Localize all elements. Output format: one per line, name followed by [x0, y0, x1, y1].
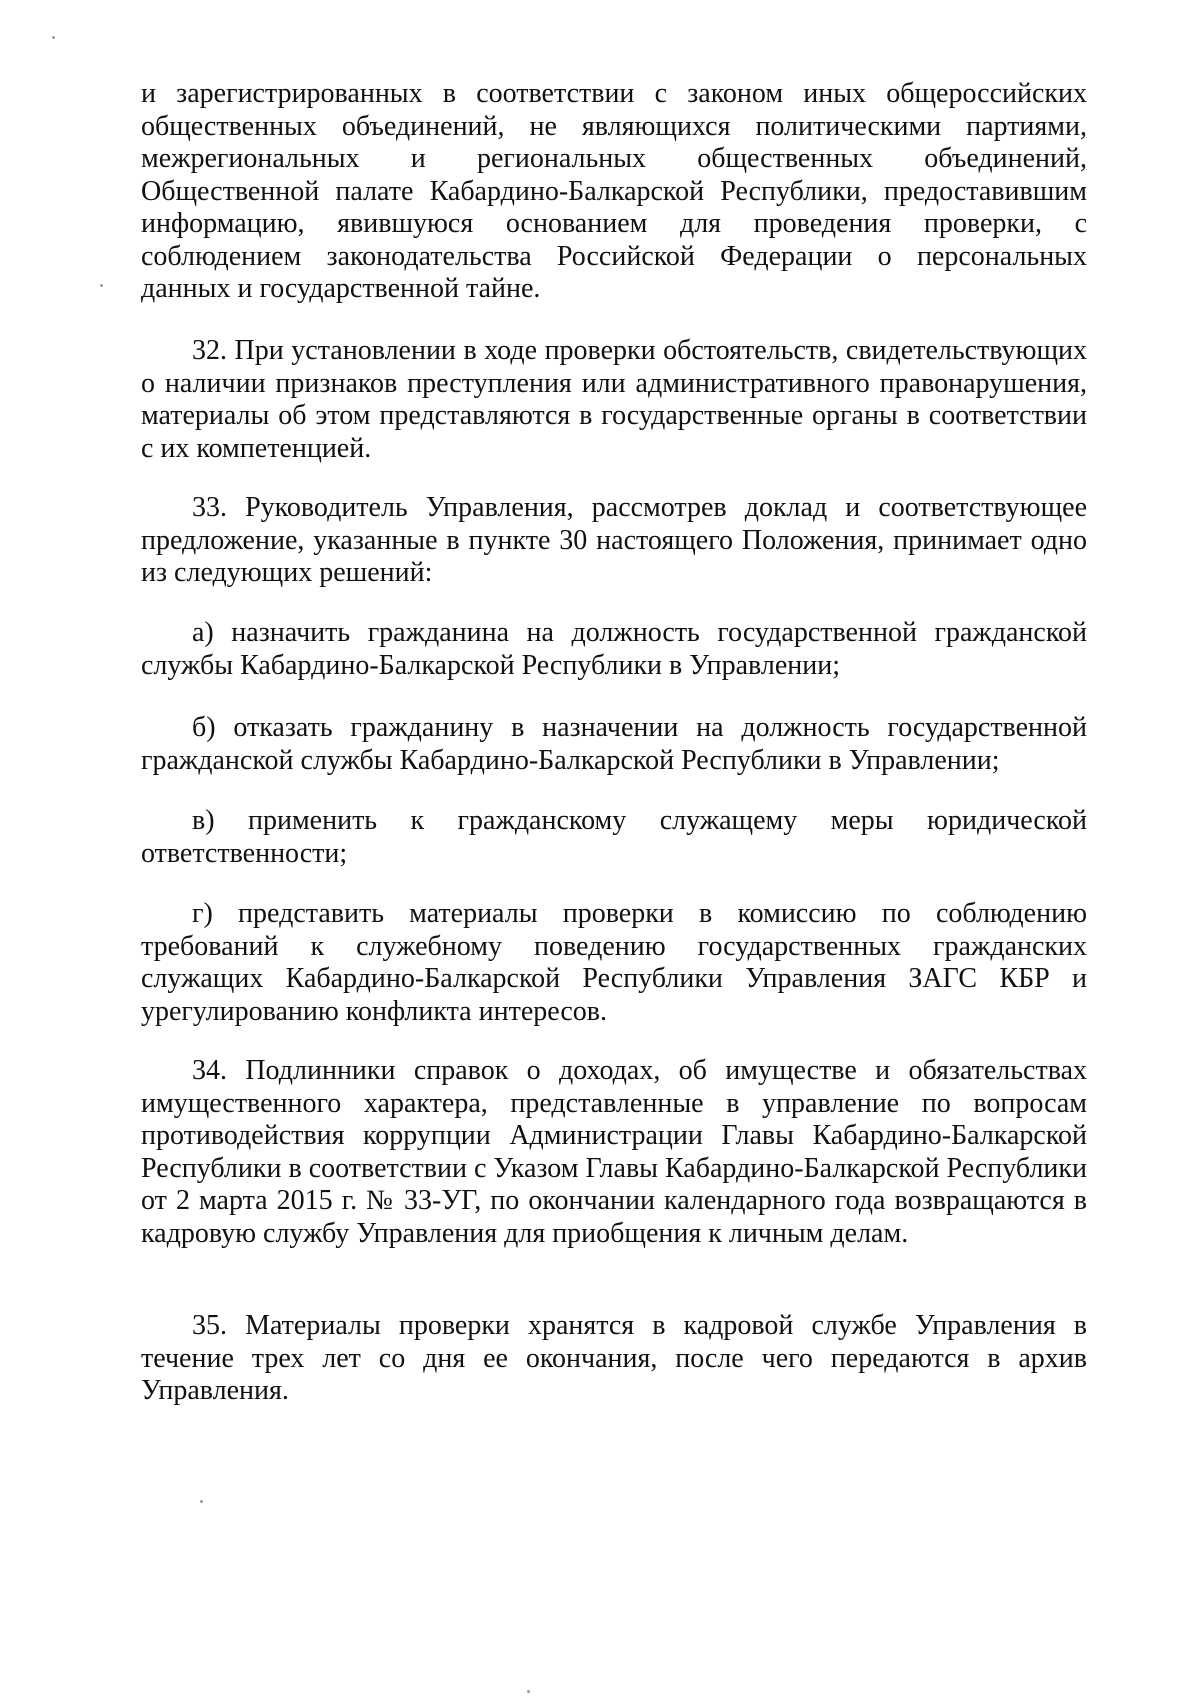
paragraph-33: 33. Руководитель Управления, рассмотрев доклад и соответствующее предложение, указанные в пункте 30 настоящего Положения, принимает одно из следующих решений: [141, 492, 1087, 588]
paragraph-33-item-c: в) применить к гражданскому служащему меры юридической ответственности; [141, 805, 1087, 869]
scan-speck [200, 1500, 203, 1503]
paragraph-32: 32. При установлении в ходе проверки обстоятельств, свидетельствующих о наличии признаков преступления или административного правонарушения, материалы об этом представляются в государственные органы в соответствии с их компетенцией. [141, 335, 1087, 464]
scan-speck [100, 284, 103, 287]
paragraph-intro-continuation: и зарегистрированных в соответствии с законом иных общероссийских общественных объединений, не являющихся политическими партиями, межрегиональных и региональных общественных объединений, Общественной палате Кабардино-Балкарской Республики, предоставившим информацию, явившуюся основанием для проведения проверки, с соблюдением законодательства Российской Федерации о персональных данных и государственной тайне. [141, 78, 1087, 304]
paragraph-33-item-d: г) представить материалы проверки в комиссию по соблюдению требований к служебному поведению государственных гражданских служащих Кабардино-Балкарской Республики Управления ЗАГС КБР и урегулированию конфликта интересов. [141, 898, 1087, 1027]
paragraph-34: 34. Подлинники справок о доходах, об имуществе и обязательствах имущественного характера, представленные в управление по вопросам противодействия коррупции Администрации Главы Кабардино-Балкарской Республики в соответствии с Указом Главы Кабардино-Балкарской Республики от 2 марта 2015 г. № 33-УГ, по окончании календарного года возвращаются в кадровую службу Управления для приобщения к личным делам. [141, 1055, 1087, 1249]
scan-speck [527, 1690, 530, 1693]
paragraph-33-item-a: а) назначить гражданина на должность государственной гражданской службы Кабардино-Балкарской Республики в Управлении; [141, 617, 1087, 681]
paragraph-35: 35. Материалы проверки хранятся в кадровой службе Управления в течение трех лет со дня ее окончания, после чего передаются в архив Управления. [141, 1310, 1087, 1406]
scan-speck [52, 36, 55, 39]
paragraph-33-item-b: б) отказать гражданину в назначении на должность государственной гражданской службы Кабардино-Балкарской Республики в Управлении; [141, 712, 1087, 776]
